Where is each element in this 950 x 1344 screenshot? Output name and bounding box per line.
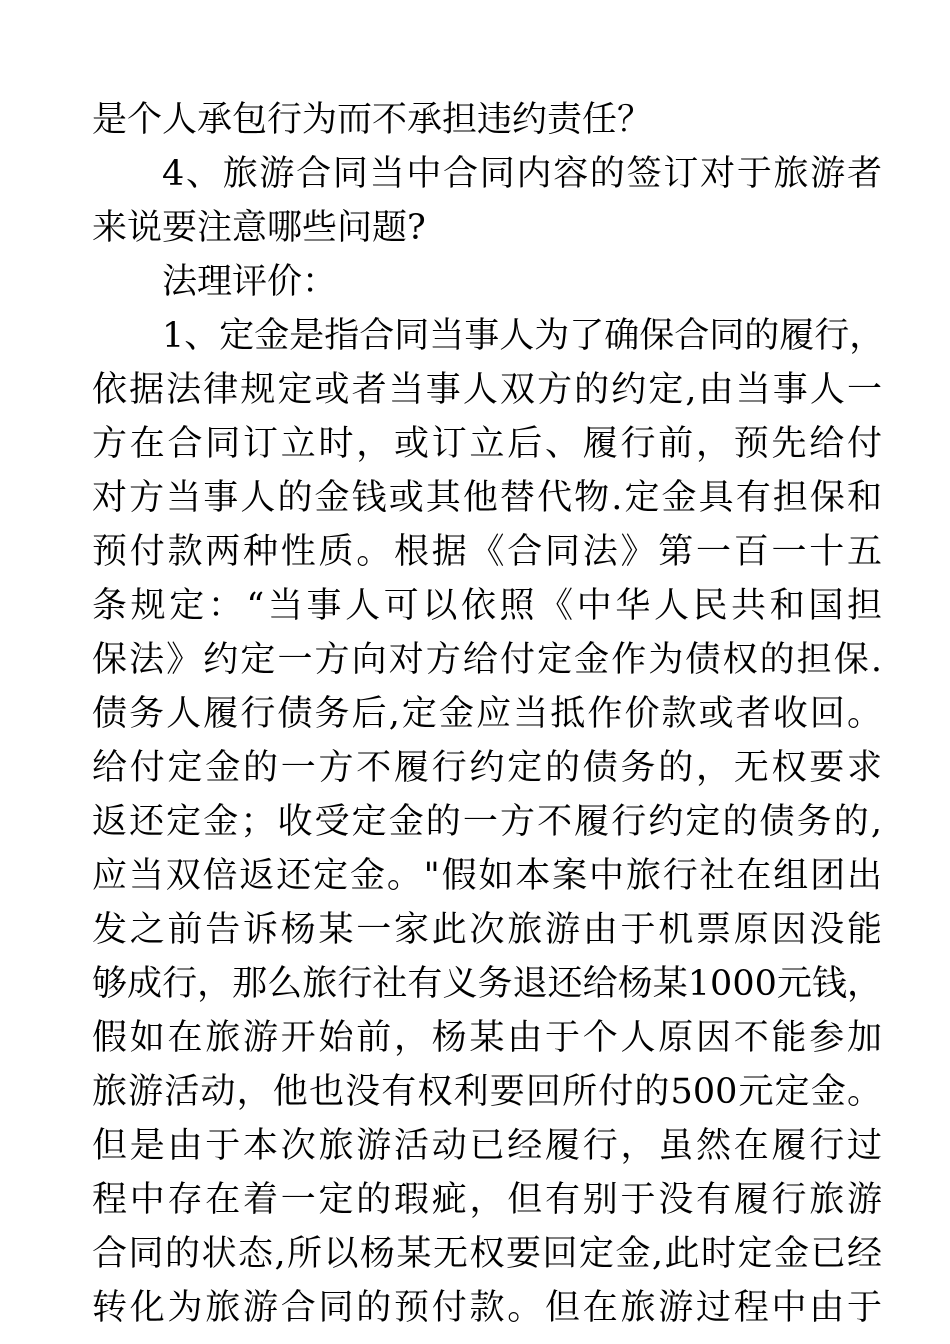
text-line: 旅游活动，他也没有权利要回所付的500元定金。 (92, 1072, 882, 1112)
text-line: 合同的状态,所以杨某无权要回定金,此时定金已经 (92, 1234, 882, 1274)
text-line: 返还定金；收受定金的一方不履行约定的债务的, (92, 802, 882, 842)
text-line: 转化为旅游合同的预付款。但在旅游过程中由于 (92, 1288, 882, 1328)
text-line: 但是由于本次旅游活动已经履行，虽然在履行过 (92, 1126, 882, 1166)
text-line: 条规定：“当事人可以依照《中华人民共和国担 (92, 586, 882, 626)
text-line: 方在合同订立时，或订立后、履行前，预先给付 (92, 424, 882, 464)
text-line: 假如在旅游开始前，杨某由于个人原因不能参加 (92, 1018, 882, 1058)
text-line: 发之前告诉杨某一家此次旅游由于机票原因没能 (92, 910, 882, 950)
text-line: 应当双倍返还定金。"假如本案中旅行社在组团出 (92, 856, 882, 896)
text-line: 够成行，那么旅行社有义务退还给杨某1000元钱， (92, 964, 882, 1004)
text-line: 1、定金是指合同当事人为了确保合同的履行， (162, 316, 885, 356)
section-heading: 法理评价： (162, 262, 338, 302)
text-line: 来说要注意哪些问题? (92, 208, 426, 248)
text-line: 对方当事人的金钱或其他替代物.定金具有担保和 (92, 478, 882, 518)
text-line: 给付定金的一方不履行约定的债务的，无权要求 (92, 748, 882, 788)
text-line: 预付款两种性质。根据《合同法》第一百一十五 (92, 532, 882, 572)
text-line: 保法》约定一方向对方给付定金作为债权的担保. (92, 640, 882, 680)
text-line: 是个人承包行为而不承担违约责任？ (92, 100, 653, 140)
text-line: 4、旅游合同当中合同内容的签订对于旅游者 (162, 154, 882, 194)
body-text (92, 93, 885, 1335)
text-line: 依据法律规定或者当事人双方的约定,由当事人一 (92, 370, 882, 410)
text-line: 债务人履行债务后,定金应当抵作价款或者收回。 (92, 694, 882, 734)
text-line: 程中存在着一定的瑕疵，但有别于没有履行旅游 (92, 1180, 882, 1220)
